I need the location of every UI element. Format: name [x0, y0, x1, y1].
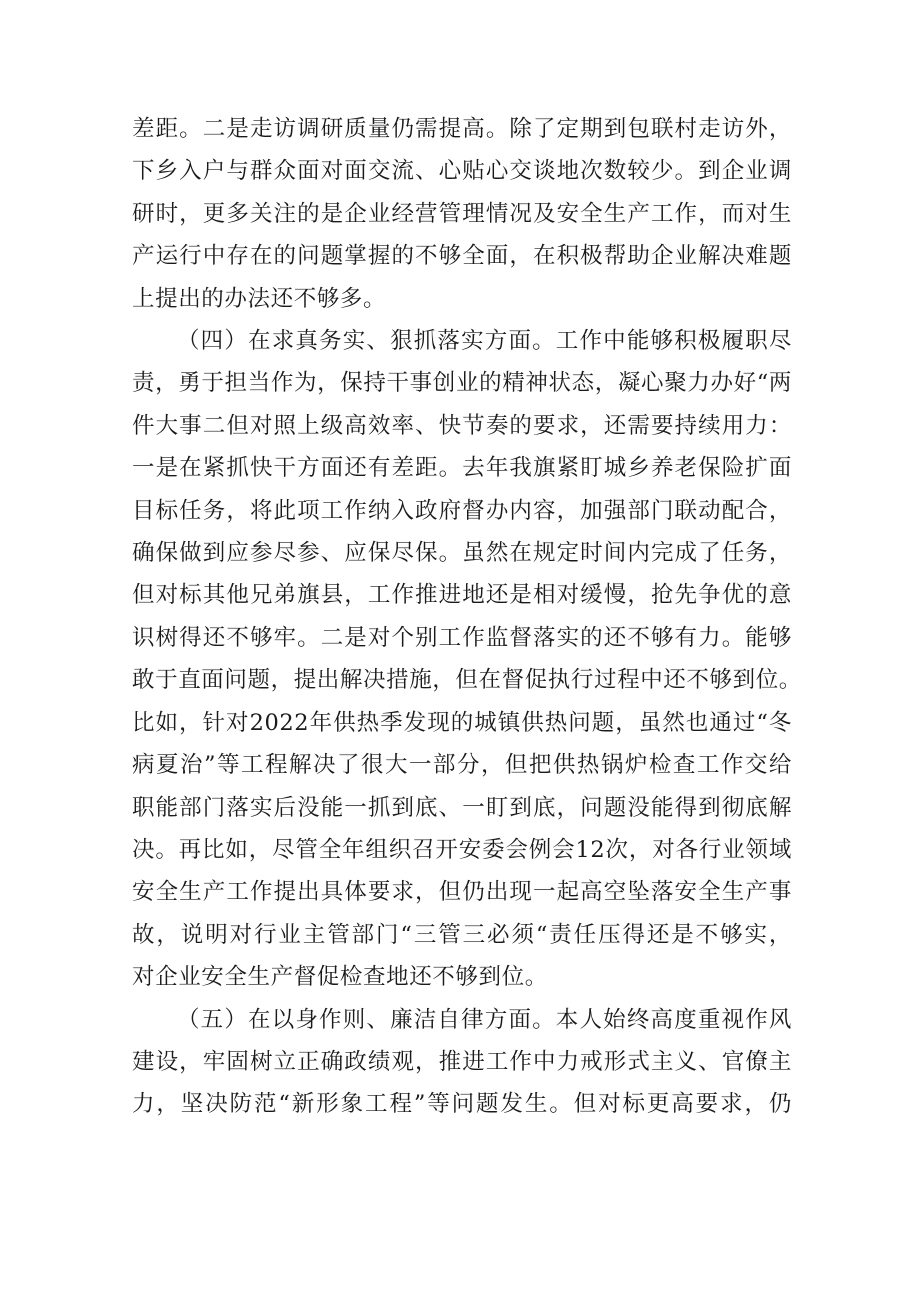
text-line: 件大事二但对照上级高效率、快节奏的要求，还需要持续用力：	[132, 412, 792, 439]
text-line: （五）在以身作则、廉洁自律方面。本人始终高度重视作风	[177, 1006, 792, 1033]
text-line: 决。再比如，尽管全年组织召开安委会例会12次，对各行业领域	[132, 836, 792, 863]
text-line: 但对标其他兄弟旗县，工作推进地还是相对缓慢，抢先争优的意	[132, 582, 792, 609]
text-line: 责，勇于担当作为，保持干事创业的精神状态，凝心聚力办好“两	[132, 370, 792, 397]
paragraph-1	[132, 108, 792, 320]
text-line: 上提出的办法还不够多。	[132, 285, 387, 312]
document-body	[132, 108, 802, 1126]
text-line: 安全生产工作提出具体要求，但仍出现一起高空坠落安全生产事	[132, 879, 792, 906]
text-line: 故，说明对行业主管部门“三管三必须“责任压得还是不够实，	[132, 921, 792, 948]
text-line: 一是在紧抓快干方面还有差距。去年我旗紧盯城乡养老保险扩面	[132, 455, 792, 482]
text-line: 职能部门落实后没能一抓到底、一盯到底，问题没能得到彻底解	[132, 794, 792, 821]
text-line: 目标任务，将此项工作纳入政府督办内容，加强部门联动配合，	[132, 497, 792, 524]
text-line: 建设，牢固树立正确政绩观，推进工作中力戒形式主义、官僚主	[132, 1048, 792, 1075]
text-line: 力，坚决防范“新形象工程”等问题发生。但对标更高要求，仍	[132, 1091, 792, 1118]
text-line: 识树得还不够牢。二是对个别工作监督落实的还不够有力。能够	[132, 624, 792, 651]
text-line: 敢于直面问题，提出解决措施，但在督促执行过程中还不够到位。	[132, 667, 802, 694]
paragraph-3	[132, 999, 792, 1126]
text-line: 对企业安全生产督促检查地还不够到位。	[132, 964, 548, 991]
text-line: 确保做到应参尽参、应保尽保。虽然在规定时间内完成了任务，	[132, 540, 792, 567]
text-line: 病夏治”等工程解决了很大一部分，但把供热锅炉检查工作交给	[132, 752, 792, 779]
text-line: 差距。二是走访调研质量仍需提高。除了定期到包联村走访外，	[132, 116, 792, 142]
text-line: 比如，针对2022年供热季发现的城镇供热问题，虽然也通过“冬	[132, 709, 792, 736]
paragraph-2	[132, 320, 802, 999]
text-line: 下乡入户与群众面对面交流、心贴心交谈地次数较少。到企业调	[132, 158, 792, 185]
text-line: （四）在求真务实、狠抓落实方面。工作中能够积极履职尽	[177, 328, 792, 355]
text-line: 产运行中存在的问题掌握的不够全面，在积极帮助企业解决难题	[132, 243, 792, 270]
text-line: 研时，更多关注的是企业经营管理情况及安全生产工作，而对生	[132, 200, 792, 227]
